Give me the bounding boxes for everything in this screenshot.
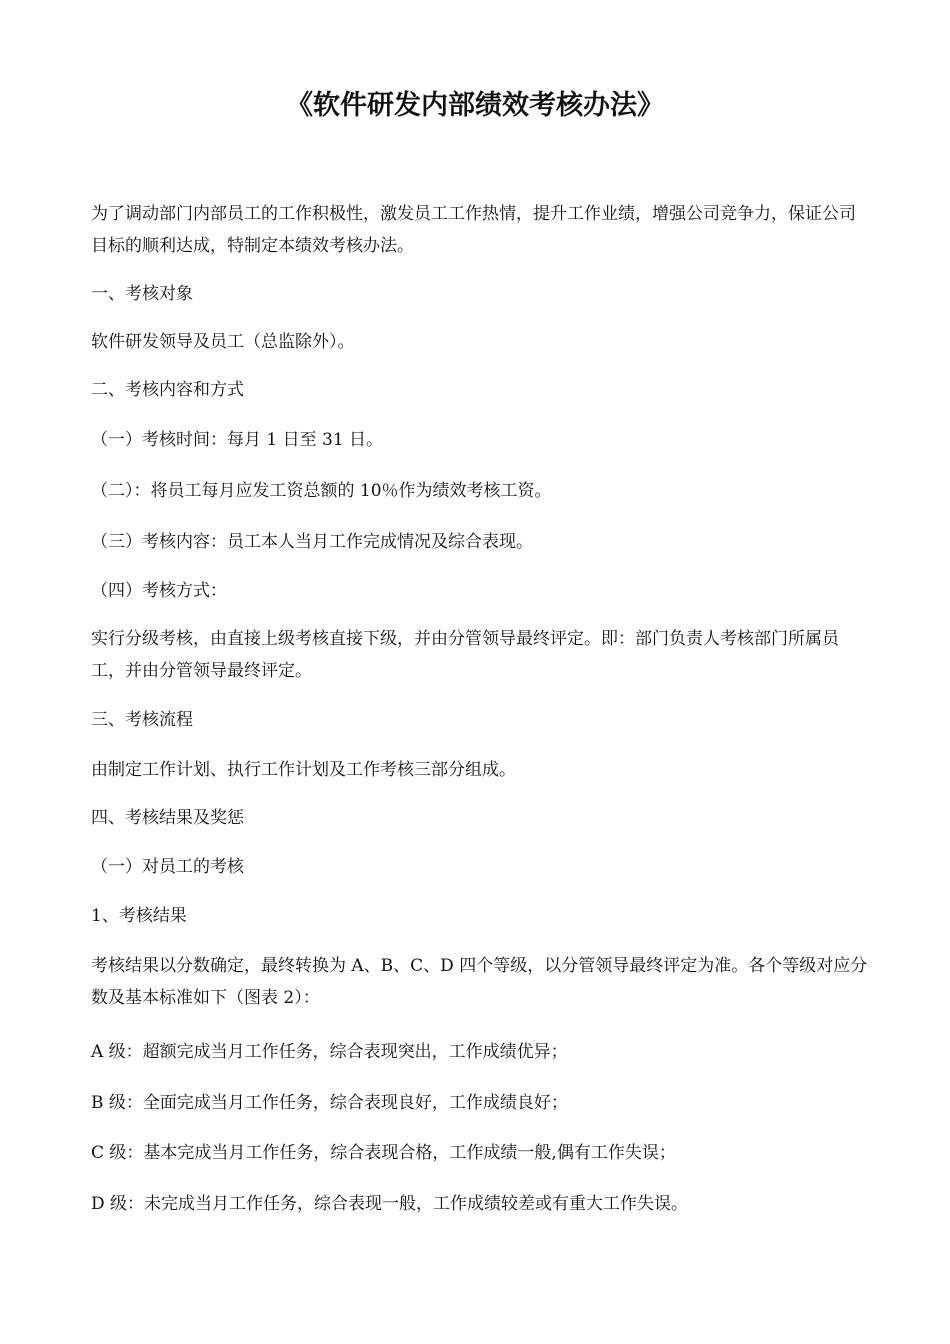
section-heading-3: 三、考核流程: [91, 710, 193, 730]
grade-c-item: C 级：基本完成当月工作任务，综合表现合格，工作成绩一般,偶有工作失误；: [91, 1143, 676, 1163]
paragraph-results-grades: 考核结果以分数确定，最终转换为 A、B、C、D 四个等级，以分管领导最终评定为准。各个等级对应分数及基本标准如下（图表 2）：: [91, 956, 868, 1008]
paragraph-assessment-salary: （二）：将员工每月应发工资总额的 10％作为绩效考核工资。: [91, 481, 552, 501]
paragraph-assessment-method: （四）考核方式：: [91, 581, 227, 601]
paragraph-assessment-time: （一）考核时间：每月 1 日至 31 日。: [91, 430, 384, 450]
grade-a-item: A 级：超额完成当月工作任务，综合表现突出，工作成绩优异；: [91, 1042, 568, 1062]
paragraph-process: 由制定工作计划、执行工作计划及工作考核三部分组成。: [91, 760, 516, 780]
section-heading-4: 四、考核结果及奖惩: [91, 808, 244, 828]
section-heading-2: 二、考核内容和方式: [91, 380, 244, 400]
paragraph-graded-assessment: 实行分级考核，由直接上级考核直接下级，并由分管领导最终评定。即：部门负责人考核部门所属员工，并由分管领导最终评定。: [91, 629, 839, 681]
paragraph-assessment-target: 软件研发领导及员工（总监除外）。: [91, 332, 355, 352]
subheading-results: 1、考核结果: [91, 906, 187, 926]
document-title: 《软件研发内部绩效考核办法》: [286, 90, 664, 121]
paragraph-assessment-content: （三）考核内容：员工本人当月工作完成情况及综合表现。: [91, 532, 533, 552]
section-heading-1: 一、考核对象: [91, 284, 193, 304]
subheading-employee-assessment: （一）对员工的考核: [91, 857, 244, 877]
grade-d-item: D 级：未完成当月工作任务，综合表现一般，工作成绩较差或有重大工作失误。: [91, 1194, 689, 1214]
intro-paragraph: 为了调动部门内部员工的工作积极性，激发员工工作热情，提升工作业绩，增强公司竞争力，保证公司目标的顺利达成，特制定本绩效考核办法。: [91, 204, 856, 256]
grade-b-item: B 级：全面完成当月工作任务，综合表现良好，工作成绩良好；: [91, 1093, 568, 1113]
